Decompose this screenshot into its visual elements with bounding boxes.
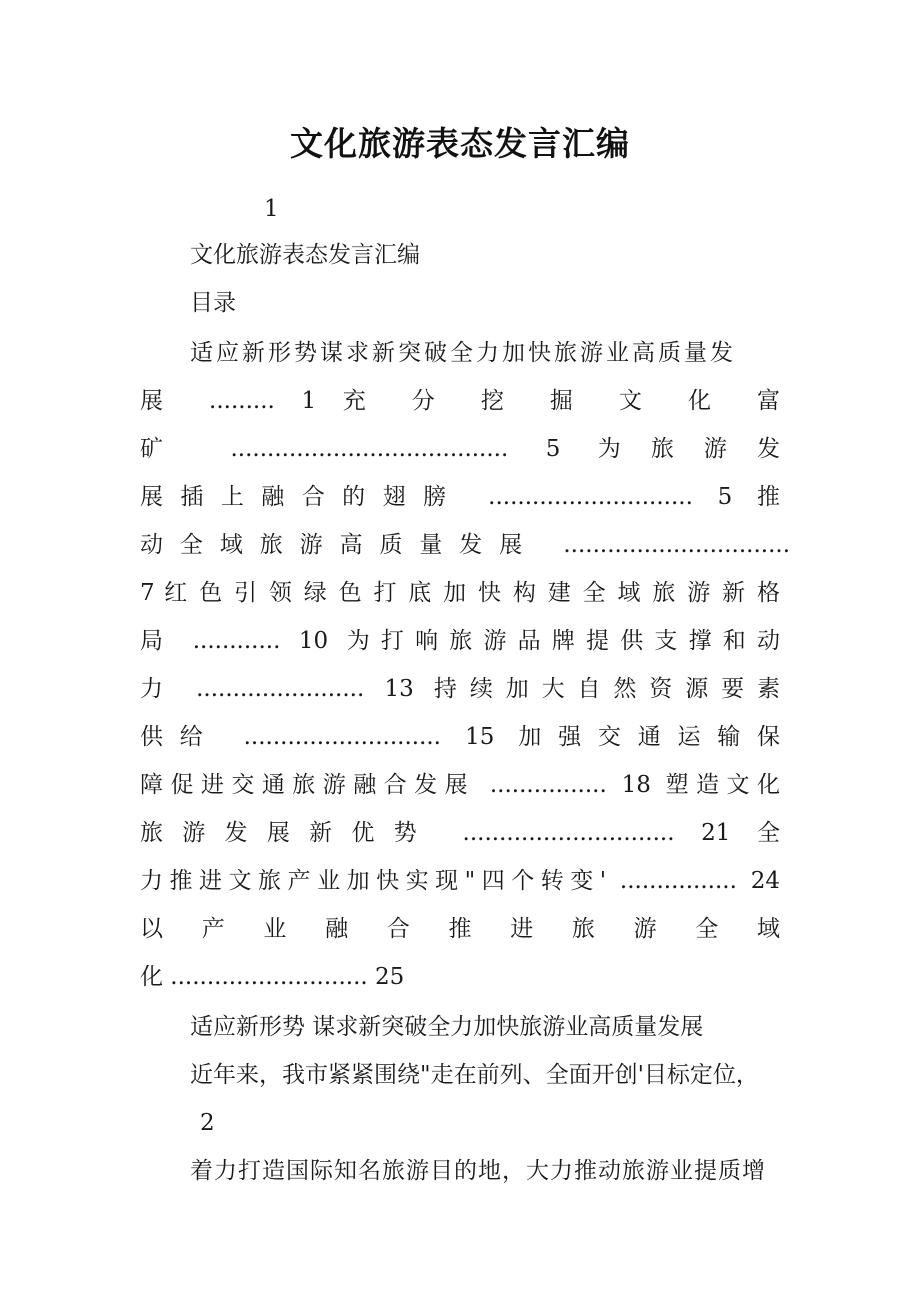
page-number: 2 [200,1110,215,1136]
body-paragraph-line: 着力打造国际知名旅游目的地，大力推动旅游业提质增 [190,1158,766,1184]
subtitle: 文化旅游表态发言汇编 [190,242,420,268]
toc-heading: 目录 [190,290,236,316]
toc-line: 矿 ...................................... 5 为旅游发 [140,436,780,462]
toc-line: 局 ............ 10 为打响旅游品牌提供支撑和动 [140,628,780,654]
toc-line: 障促进交通旅游融合发展 ................ 18 塑造文化 [140,772,780,798]
page-number: 1 [264,196,279,222]
toc-line: 展插上融合的翅膀 ............................ 5 推 [140,484,780,510]
toc-line: 展 ......... 1 充 分 挖 掘 文 化 富 [140,388,780,414]
toc-line: 旅游发展新优势 ............................. 21 全 [140,820,780,846]
toc-line: 以 产 业 融 合 推 进 旅 游 全 域 [140,916,780,942]
toc-line: 动全域旅游高质量发展 ............................... [140,532,790,558]
document-title: 文化旅游表态发言汇编 [290,124,630,163]
toc-line: 化 ........................... 25 [140,964,405,990]
toc-line: 力推进文旅产业加快实现"四个转变' ................ 24 [140,868,780,894]
toc-line: 适应新形势谋求新突破全力加快旅游业高质量发 [190,340,736,366]
section-heading: 适应新形势 谋求新突破全力加快旅游业高质量发展 [190,1014,704,1040]
body-paragraph-line: 近年来，我市紧紧围绕"走在前列、全面开创'目标定位， [190,1062,759,1088]
toc-line: 力 ....................... 13 持续加大自然资源要素 [140,676,780,702]
toc-line: 7 红 色 引 领 绿 色 打 底 加 快 构 建 全 域 旅 游 新 格 [140,580,780,606]
toc-line: 供给 ........................... 15 加强交通运输保 [140,724,780,750]
